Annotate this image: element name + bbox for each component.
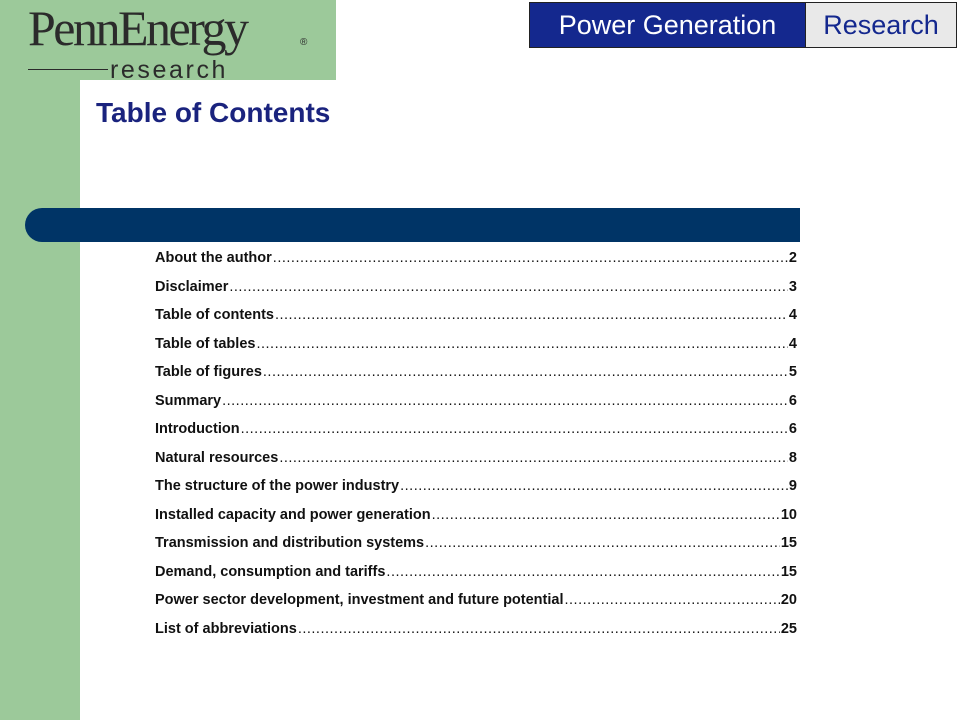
toc-entry-page: 10 <box>780 506 797 523</box>
pennenergy-logo <box>28 2 328 82</box>
toc-entry-page: 20 <box>780 592 797 608</box>
toc-entry-page: 3 <box>788 278 797 295</box>
power-generation-research-badge <box>529 2 957 48</box>
toc-entry-title: Table of contents <box>155 307 274 323</box>
toc-entry-title: Table of tables <box>155 335 256 352</box>
toc-entry-title: Installed capacity and power generation <box>155 506 431 523</box>
toc-list <box>155 250 797 649</box>
toc-entry-page: 4 <box>788 335 797 352</box>
toc-dot-leader <box>279 450 788 466</box>
page-title: Table of Contents <box>96 97 331 128</box>
toc-dot-leader <box>256 336 787 352</box>
toc-entry-title: Natural resources <box>155 449 279 466</box>
toc-entry <box>155 250 797 279</box>
logo-rule <box>28 69 108 70</box>
toc-entry-page: 25 <box>780 620 797 637</box>
toc-dot-leader <box>565 592 780 608</box>
toc-entry <box>155 507 797 536</box>
toc-entry-title: Disclaimer <box>155 278 229 295</box>
toc-entry <box>155 564 797 593</box>
toc-dot-leader <box>432 507 780 523</box>
badge-right-label: Research <box>806 3 956 47</box>
toc-entry <box>155 393 797 422</box>
logo-registered-mark: ® <box>300 37 308 48</box>
toc-entry-title: Transmission and distribution systems <box>155 535 425 551</box>
toc-dot-leader <box>400 478 788 494</box>
toc-entry-title: List of abbreviations <box>155 620 297 637</box>
toc-entry <box>155 535 797 564</box>
logo-wordmark: PennEnergy <box>28 0 247 56</box>
toc-entry-title: Table of figures <box>155 364 262 380</box>
toc-dot-leader <box>263 364 788 380</box>
toc-dot-leader <box>241 421 788 437</box>
toc-dot-leader <box>386 564 779 580</box>
toc-dot-leader <box>425 535 780 551</box>
toc-entry-page: 6 <box>788 421 797 437</box>
toc-entry-title: Summary <box>155 392 222 409</box>
toc-entry-title: Power sector development, investment and future potential <box>155 592 564 608</box>
badge-left-label: Power Generation <box>530 3 806 47</box>
toc-entry <box>155 478 797 507</box>
toc-entry <box>155 336 797 365</box>
toc-entry-title: Demand, consumption and tariffs <box>155 563 386 580</box>
toc-dot-leader <box>222 393 788 409</box>
toc-entry <box>155 307 797 336</box>
toc-entry-page: 15 <box>780 535 797 551</box>
toc-entry-title: About the author <box>155 250 272 266</box>
toc-entry-page: 4 <box>788 307 797 323</box>
toc-entry <box>155 279 797 308</box>
toc-entry <box>155 364 797 393</box>
toc-entry-title: Introduction <box>155 421 240 437</box>
toc-dot-leader <box>298 621 780 637</box>
left-green-band <box>0 0 80 720</box>
toc-dot-leader <box>229 279 788 295</box>
toc-entry <box>155 592 797 621</box>
toc-entry <box>155 621 797 650</box>
toc-entry-page: 5 <box>788 364 797 380</box>
toc-entry-page: 6 <box>788 392 797 409</box>
toc-entry-page: 9 <box>788 478 797 494</box>
toc-entry <box>155 450 797 479</box>
toc-dot-leader <box>275 307 788 323</box>
toc-entry-page: 2 <box>788 250 797 266</box>
toc-entry-page: 15 <box>780 563 797 580</box>
toc-dot-leader <box>273 250 788 266</box>
toc-entry <box>155 421 797 450</box>
logo-subtitle: research <box>110 56 229 84</box>
toc-entry-page: 8 <box>788 449 797 466</box>
toc-entry-title: The structure of the power industry <box>155 478 400 494</box>
navy-header-bar <box>25 208 800 242</box>
